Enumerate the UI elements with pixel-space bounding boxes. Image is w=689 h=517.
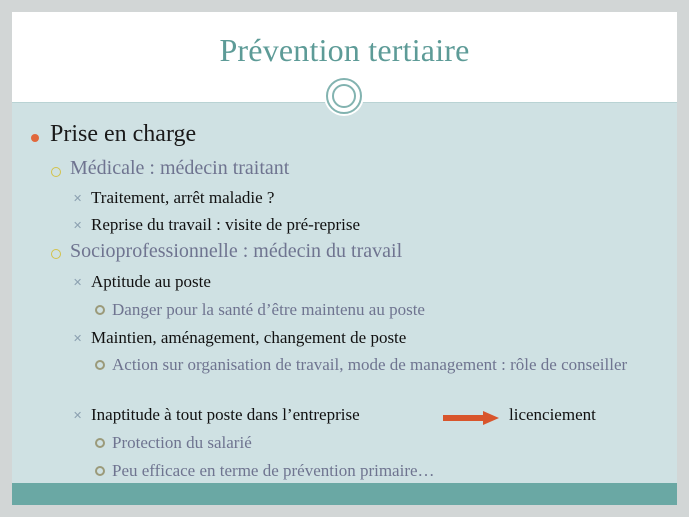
bullet-danger: Danger pour la santé d’être maintenu au poste bbox=[112, 300, 425, 319]
x-mark-bullet-icon: ✕ bbox=[73, 276, 83, 289]
x-mark-bullet-icon: ✕ bbox=[73, 332, 83, 345]
right-arrow-icon bbox=[443, 411, 499, 425]
bullet-traitement: Traitement, arrêt maladie ? bbox=[91, 188, 275, 207]
x-mark-bullet-icon: ✕ bbox=[73, 409, 83, 422]
bullet-protection: Protection du salarié bbox=[112, 433, 252, 452]
small-ring-bullet-icon bbox=[95, 360, 105, 370]
bullet-licenciement: licenciement bbox=[509, 405, 596, 424]
hollow-circle-bullet-icon bbox=[51, 167, 61, 177]
bullet-inaptitude: Inaptitude à tout poste dans l’entreprise bbox=[91, 405, 360, 424]
circle-ornament-inner bbox=[332, 84, 356, 108]
bullet-medicale: Médicale : médecin traitant bbox=[70, 157, 290, 179]
small-ring-bullet-icon bbox=[95, 438, 105, 448]
bullet-action: Action sur organisation de travail, mode de management : rôle de conseiller bbox=[112, 355, 628, 374]
small-ring-bullet-icon bbox=[95, 305, 105, 315]
x-mark-bullet-icon: ✕ bbox=[73, 219, 83, 232]
bullet-reprise: Reprise du travail : visite de pré-reprise bbox=[91, 215, 361, 234]
hollow-circle-bullet-icon bbox=[51, 249, 61, 259]
x-mark-bullet-icon: ✕ bbox=[73, 192, 83, 205]
bullet-socioprofessionnelle: Socioprofessionnelle : médecin du travail bbox=[70, 240, 403, 262]
filled-circle-bullet-icon bbox=[31, 134, 39, 142]
slide-title: Prévention tertiaire bbox=[219, 32, 470, 68]
circle-ornament-icon bbox=[326, 78, 362, 114]
bullet-peu-efficace: Peu efficace en terme de prévention primaire… bbox=[112, 461, 435, 480]
bullet-prise-en-charge: Prise en charge bbox=[50, 121, 197, 147]
slide bbox=[12, 12, 677, 505]
small-ring-bullet-icon bbox=[95, 466, 105, 476]
bottom-accent-bar bbox=[12, 483, 677, 505]
bullet-aptitude: Aptitude au poste bbox=[91, 272, 211, 291]
bullet-maintien: Maintien, aménagement, changement de poste bbox=[91, 328, 407, 347]
